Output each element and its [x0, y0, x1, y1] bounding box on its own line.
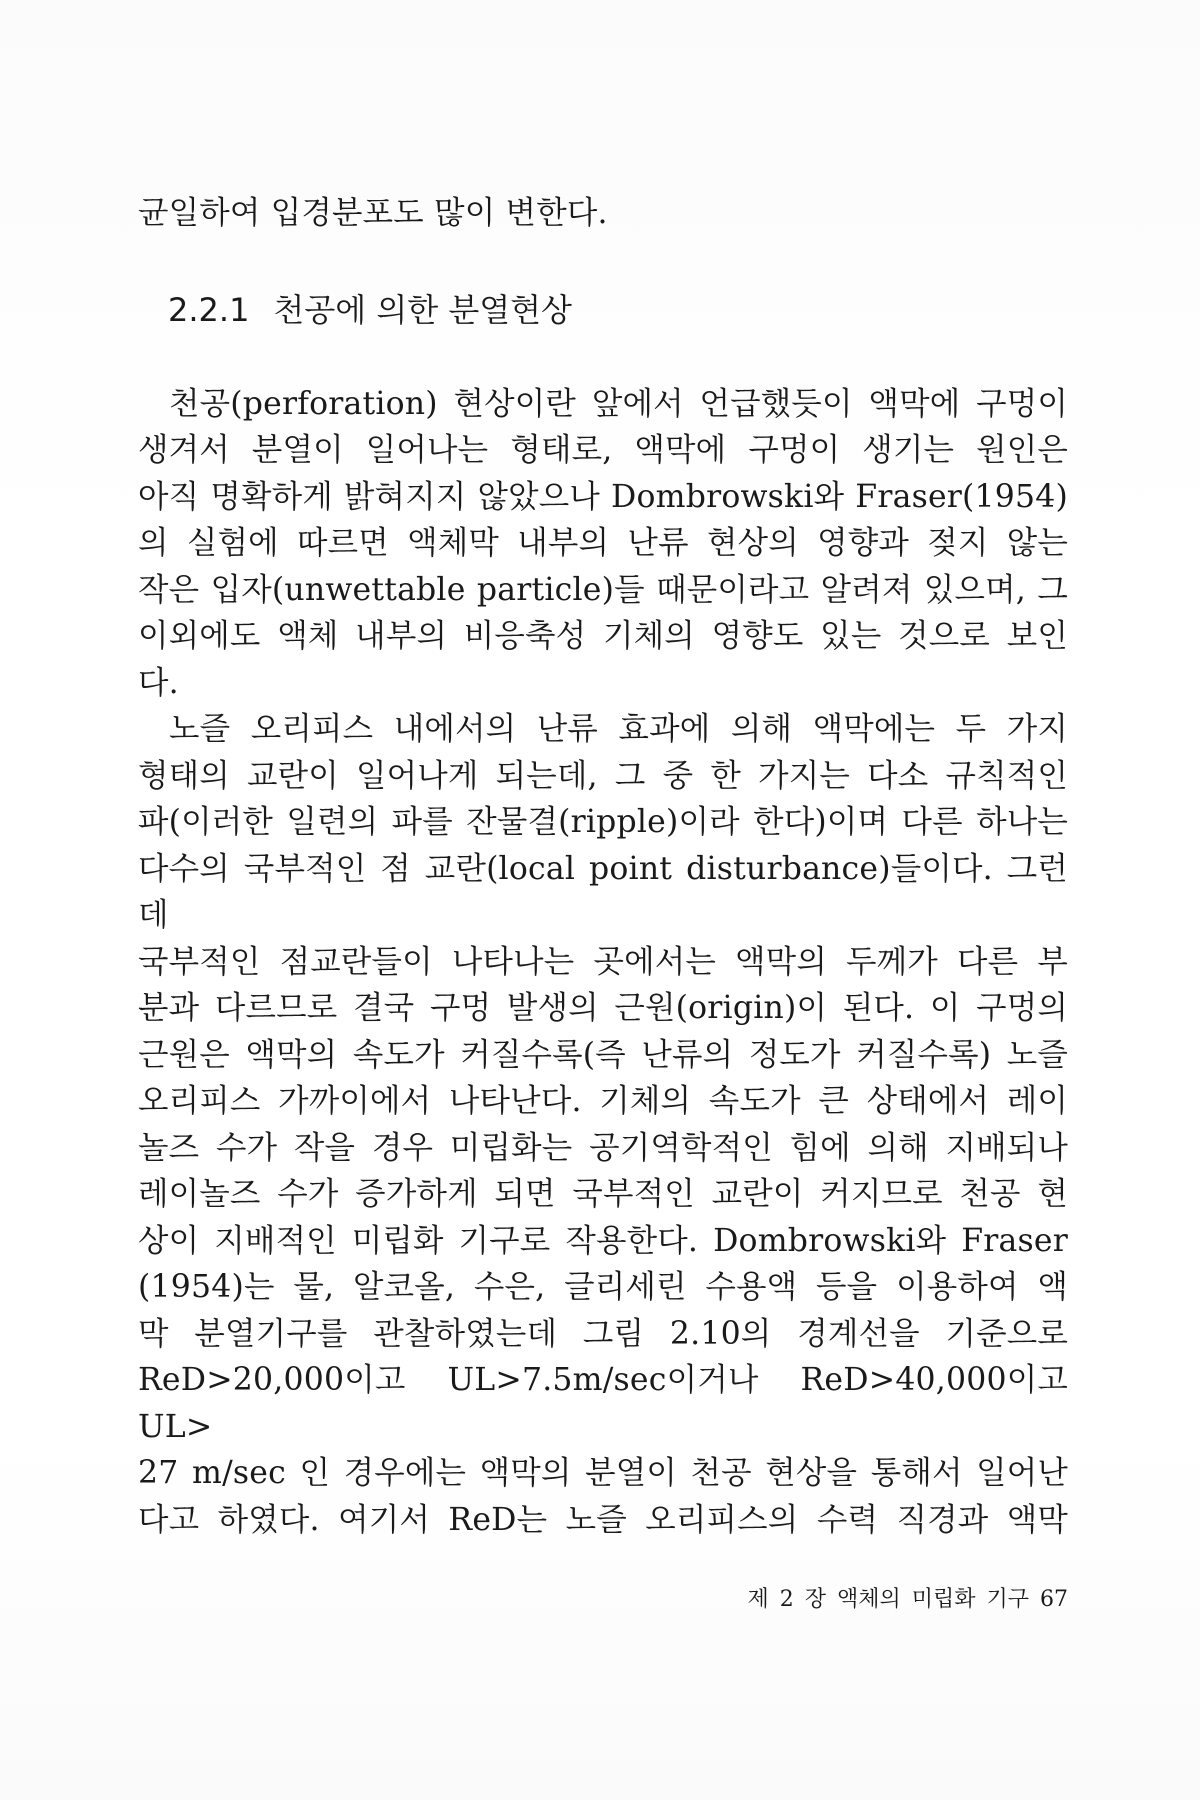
running-title: 제 2 장 액체의 미립화 기구	[747, 1587, 1029, 1612]
paragraph-line: 파(이러한 일련의 파를 잔물결(ripple)이라 한다)이며 다른 하나는	[138, 804, 1068, 840]
page-number: 67	[1040, 1587, 1068, 1612]
paragraph-line: 막 분열기구를 관찰하였는데 그림 2.10의 경계선을 기준으로	[138, 1315, 1068, 1352]
paragraph-line: 놀즈 수가 작을 경우 미립화는 공기역학적인 힘에 의해 지배되나	[138, 1129, 1068, 1166]
paragraph-line: 근원은 액막의 속도가 커질수록(즉 난류의 정도가 커질수록) 노즐	[138, 1036, 1068, 1073]
paragraph-line: 국부적인 점교란들이 나타나는 곳에서는 액막의 두께가 다른 부	[138, 943, 1068, 980]
paragraph-line: 오리피스 가까이에서 나타난다. 기체의 속도가 큰 상태에서 레이	[138, 1083, 1068, 1119]
paragraph-line: 천공(perforation) 현상이란 앞에서 언급했듯이 액막에 구멍이	[169, 385, 1068, 422]
paragraph-line: 의 실험에 따르면 액체막 내부의 난류 현상의 영향과 젖지 않는	[138, 525, 1068, 561]
paragraph-nozzle-turbulence	[138, 706, 1068, 1543]
paragraph-line: 상이 지배적인 미립화 기구로 작용한다. Dombrowski와 Fraser	[138, 1222, 1068, 1259]
paragraph-line: 다고 하였다. 여기서 ReD는 노즐 오리피스의 수력 직경과 액막	[138, 1501, 1068, 1538]
continued-text-line: 균일하여 입경분포도 많이 변한다.	[138, 195, 608, 231]
paragraph-line: ReD>20,000이고 UL>7.5m/sec이거나 ReD>40,000이고 UL>	[138, 1362, 1068, 1445]
section-number: 2.2.1	[168, 290, 250, 329]
paragraph-line: 다수의 국부적인 점 교란(local point disturbance)들이다. 그런데	[138, 850, 1068, 933]
page-footer	[600, 1585, 1068, 1615]
paragraph-line: 이외에도 액체 내부의 비응축성 기체의 영향도 있는 것으로 보인	[138, 618, 1068, 654]
paragraph-line: 작은 입자(unwettable particle)들 때문이라고 알려져 있으며, 그	[138, 571, 1068, 608]
paragraph-line: (1954)는 물, 알코올, 수은, 글리세린 수용액 등을 이용하여 액	[138, 1269, 1068, 1305]
paragraph-line: 분과 다르므로 결국 구멍 발생의 근원(origin)이 된다. 이 구멍의	[138, 990, 1068, 1026]
paragraph-line: 노즐 오리피스 내에서의 난류 효과에 의해 액막에는 두 가지	[169, 711, 1068, 747]
paragraph-line: 레이놀즈 수가 증가하게 되면 국부적인 교란이 커지므로 천공 현	[138, 1176, 1068, 1212]
paragraph-perforation	[138, 381, 1068, 707]
section-title: 천공에 의한 분열현상	[273, 290, 572, 329]
text-block	[138, 190, 1068, 1543]
paragraph-line: 아직 명확하게 밝혀지지 않았으나 Dombrowski와 Fraser(1954)	[138, 478, 1068, 515]
paragraph-line: 27 m/sec 인 경우에는 액막의 분열이 천공 현상을 통해서 일어난	[138, 1455, 1068, 1491]
paragraph-line: 생겨서 분열이 일어나는 형태로, 액막에 구멍이 생기는 원인은	[138, 432, 1068, 468]
paragraph-line: 형태의 교란이 일어나게 되는데, 그 중 한 가지는 다소 규칙적인	[138, 757, 1068, 794]
section-heading	[138, 287, 1068, 333]
paragraph-line: 다.	[138, 664, 179, 701]
